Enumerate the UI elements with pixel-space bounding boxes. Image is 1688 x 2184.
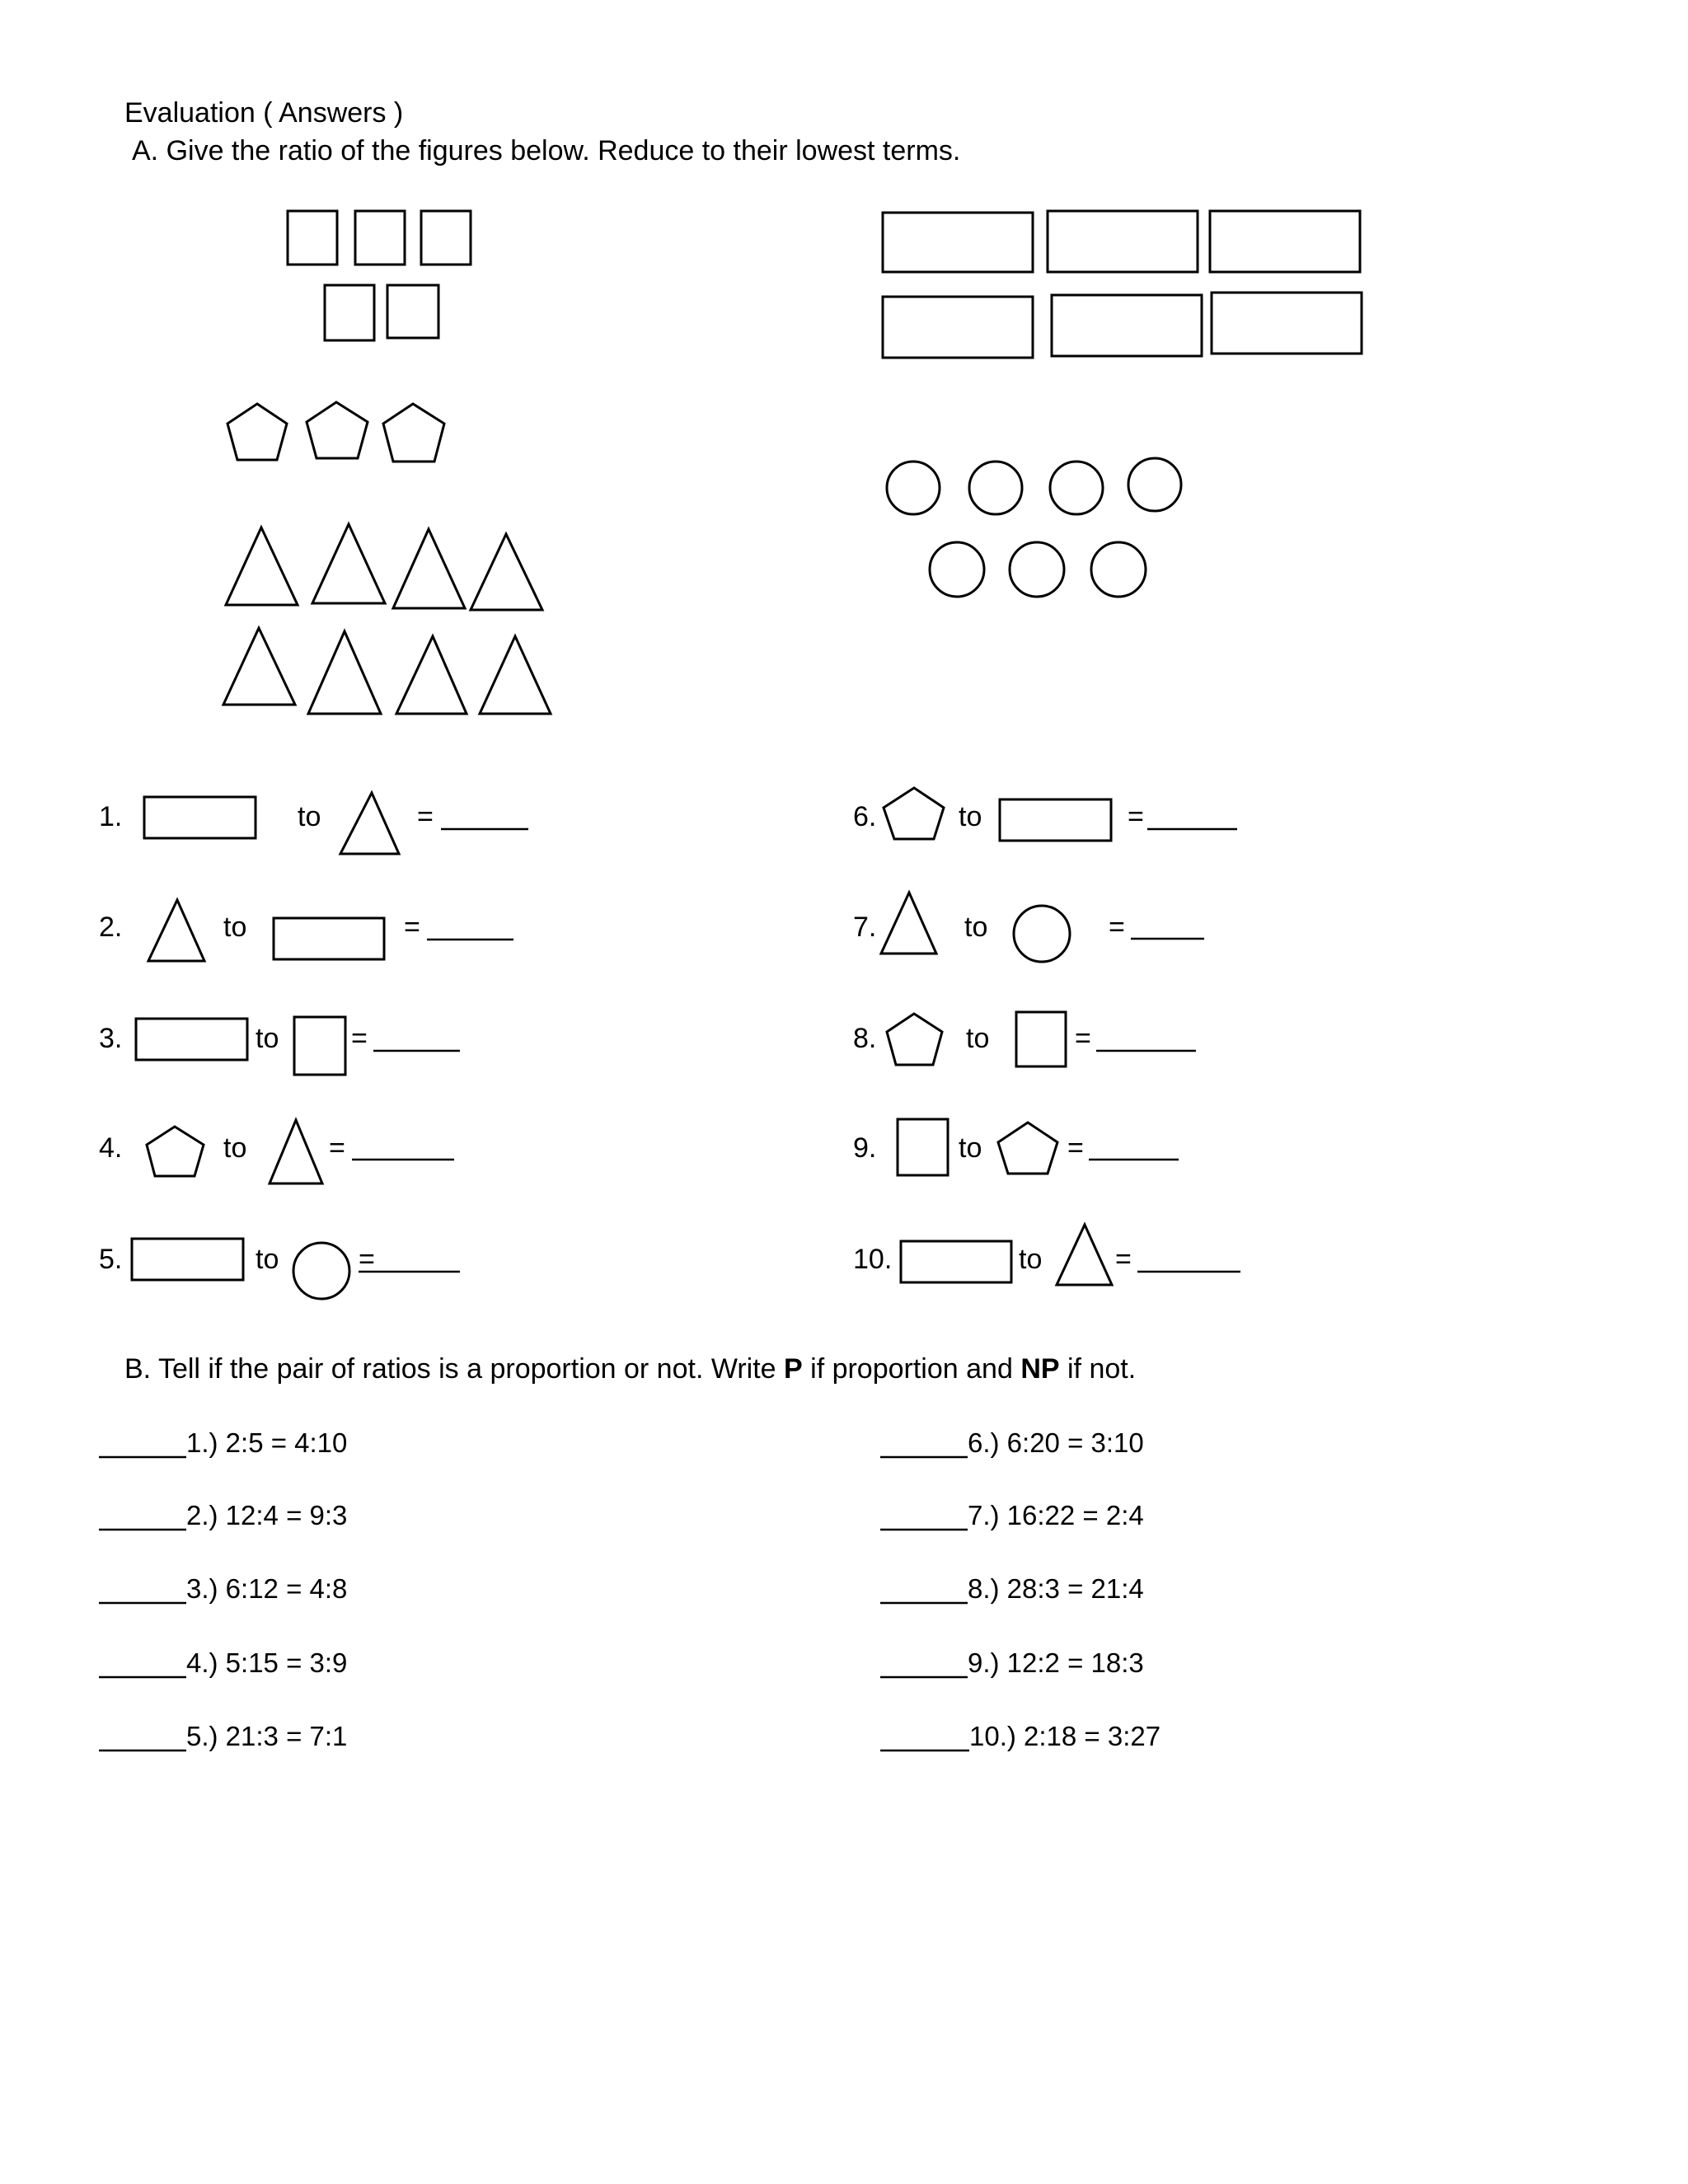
circle-shape [293,1243,349,1299]
equals-sign: = [1067,1132,1084,1164]
to-label: to [223,912,247,943]
question-number: 1. [99,801,123,832]
circles-group [887,458,1181,597]
question-number: 4. [99,1132,123,1164]
squares-group [288,211,471,340]
to-label: to [964,912,988,943]
proportion-item: 6.) 6:20 = 3:10 [968,1427,1144,1458]
question-6-figures [884,788,1237,841]
circle-shape [1014,906,1070,962]
proportion-item: 10.) 2:18 = 3:27 [969,1721,1161,1751]
question-3-figures [136,1017,460,1075]
rectangle-shape [144,797,256,838]
pentagons-group [227,402,444,462]
proportion-item: 2.) 12:4 = 9:3 [186,1500,348,1530]
question-number: 6. [853,801,877,832]
triangle-shape [340,793,399,854]
equals-sign: = [1115,1244,1132,1275]
part-a-instruction: A. Give the ratio of the figures below. Reduce to their lowest terms. [132,135,961,166]
proportion-item: 5.) 21:3 = 7:1 [186,1721,348,1751]
square-shape [1016,1012,1066,1066]
rectangle-shape [883,213,1033,272]
to-label: to [966,1023,990,1054]
rectangles-group [883,211,1362,358]
question-5-figures [132,1239,460,1299]
circle-shape [969,462,1022,514]
triangle-shape [471,534,542,610]
triangle-shape [312,524,385,603]
square-shape [294,1017,345,1075]
circle-shape [1010,542,1064,597]
triangle-shape [308,631,381,714]
question-9-figures [898,1119,1179,1175]
equals-sign: = [417,801,434,832]
triangle-shape [270,1120,322,1183]
equals-sign: = [329,1132,345,1164]
question-1-figures [144,793,528,854]
triangles-group [223,524,551,714]
square-shape [288,211,337,265]
circle-shape [1091,542,1146,597]
equals-sign: = [1128,801,1144,832]
question-4-figures [147,1120,454,1183]
to-label: to [959,1132,982,1164]
question-number: 8. [853,1023,877,1054]
triangle-shape [148,900,204,961]
circle-shape [1050,462,1103,514]
circle-shape [887,462,940,514]
triangle-shape [393,529,465,608]
square-shape [421,211,471,265]
rectangle-shape [1000,799,1111,841]
triangle-shape [226,527,298,605]
to-label: to [298,801,321,832]
part-b-instruction: B. Tell if the pair of ratios is a proportion or not. Write P if proportion and NP if not. [124,1353,1137,1385]
triangle-shape [881,893,936,954]
proportion-item: 8.) 28:3 = 21:4 [968,1573,1144,1604]
question-number: 3. [99,1023,123,1054]
question-10-figures [901,1225,1240,1285]
pentagon-shape [887,1014,942,1065]
square-shape [387,285,438,338]
rectangle-shape [132,1239,243,1280]
rectangle-shape [136,1019,247,1060]
pentagon-shape [998,1122,1057,1174]
rectangle-shape [1048,211,1198,272]
rectangle-shape [1210,211,1360,272]
to-label: to [256,1023,279,1054]
circle-shape [930,542,984,597]
proportion-item: 7.) 16:22 = 2:4 [968,1500,1144,1530]
proportion-item: 3.) 6:12 = 4:8 [186,1573,348,1604]
rectangle-shape [1212,293,1362,354]
proportion-item: 1.) 2:5 = 4:10 [186,1427,348,1458]
equals-sign: = [1109,912,1125,943]
triangle-shape [1057,1225,1112,1285]
equals-sign: = [351,1023,368,1054]
question-8-figures [887,1012,1196,1066]
question-7-figures [881,893,1204,962]
rectangle-shape [1052,295,1202,356]
pentagon-shape [147,1127,204,1176]
triangle-shape [223,628,295,705]
question-number: 9. [853,1132,877,1164]
triangle-shape [396,636,467,714]
question-number: 7. [853,912,877,943]
question-number: 2. [99,912,123,943]
proportion-item: 4.) 5:15 = 3:9 [186,1647,348,1678]
pentagon-shape [307,402,368,458]
question-number: 5. [99,1244,123,1275]
to-label: to [223,1132,247,1164]
circle-shape [1128,458,1181,511]
pentagon-shape [383,404,444,462]
equals-sign: = [1075,1023,1091,1054]
to-label: to [256,1244,279,1275]
proportion-item: 9.) 12:2 = 18:3 [968,1647,1144,1678]
triangle-shape [480,636,551,714]
rectangle-shape [901,1241,1011,1282]
question-number: 10. [853,1244,893,1275]
to-label: to [1019,1244,1043,1275]
equals-sign: = [404,912,420,943]
square-shape [325,285,374,340]
question-2-figures [148,900,513,961]
pentagon-shape [884,788,944,839]
rectangle-shape [883,297,1033,358]
to-label: to [959,801,982,832]
square-shape [898,1119,948,1175]
rectangle-shape [274,918,384,959]
pentagon-shape [227,404,287,460]
square-shape [355,211,405,265]
page-title: Evaluation ( Answers ) [124,97,404,129]
equals-sign: = [359,1244,375,1275]
